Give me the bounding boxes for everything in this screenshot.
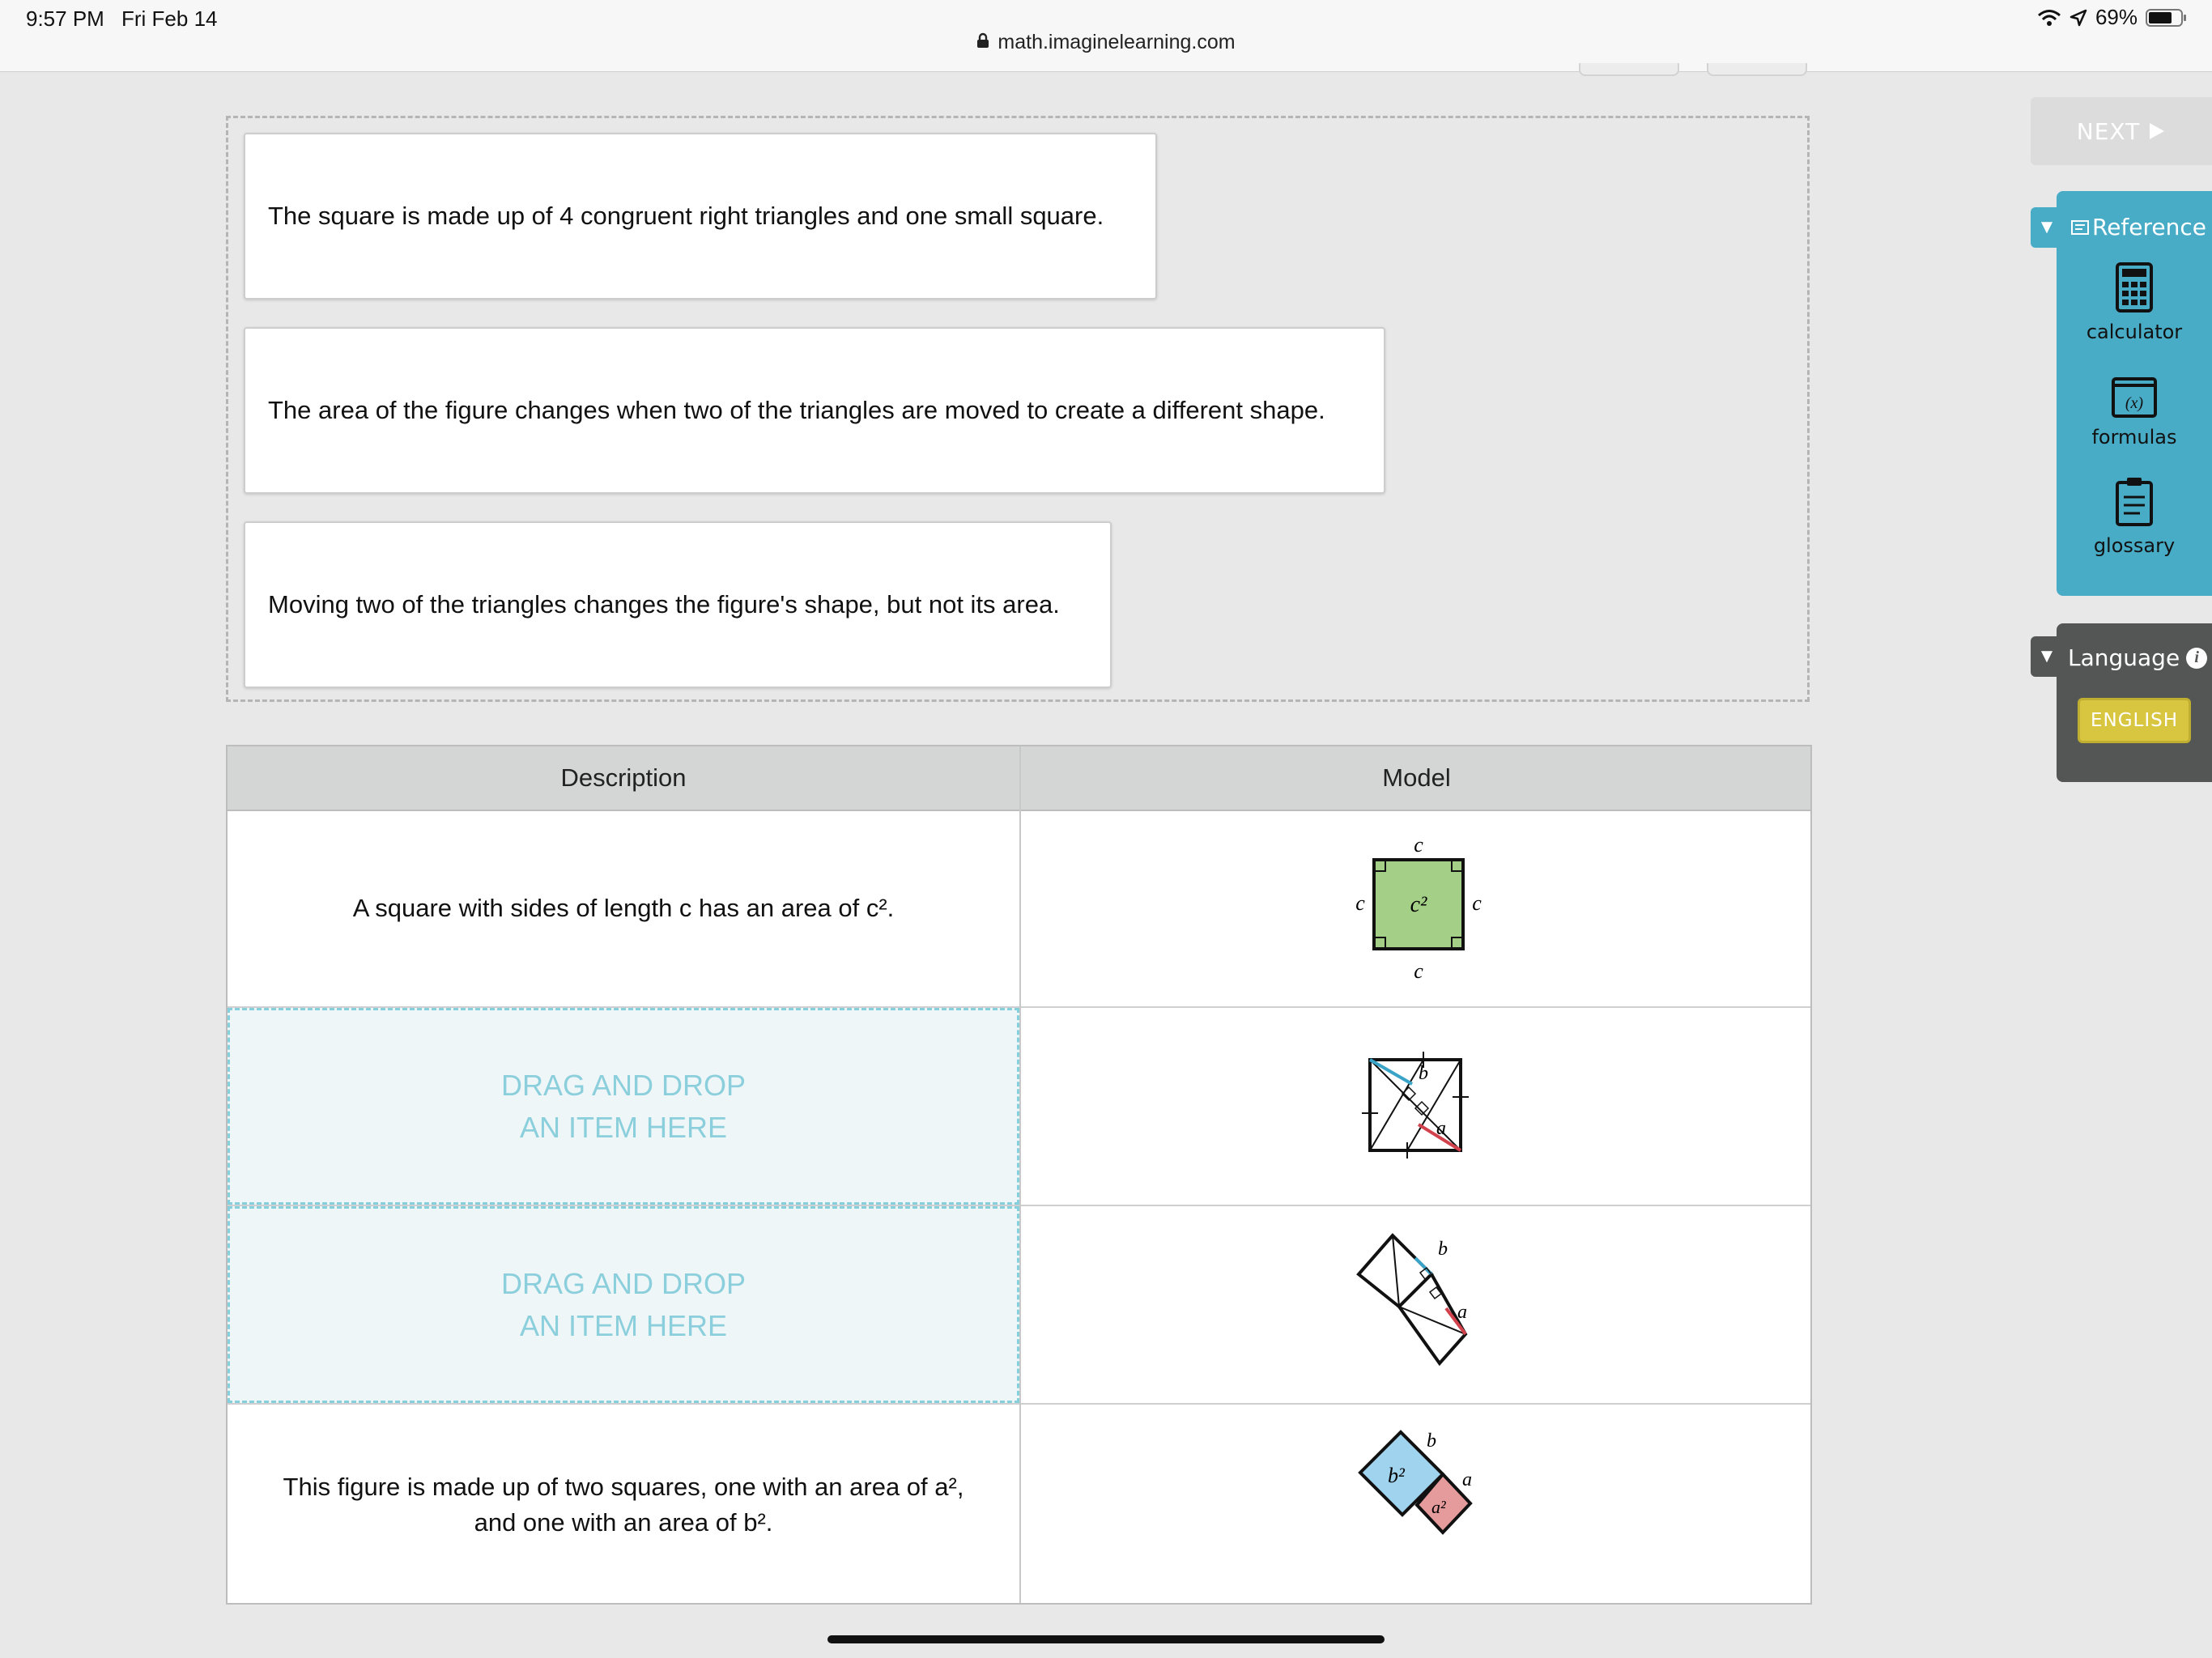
row-model — [1021, 1405, 1812, 1605]
english-language-button[interactable]: ENGLISH — [2078, 698, 2191, 743]
row-description: This figure is made up of two squares, one with an area of a², and one with an area of b². — [283, 1472, 964, 1537]
location-arrow-icon — [2069, 9, 2087, 27]
hidden-button-stub — [1579, 63, 1679, 76]
leg-label: a — [1436, 1117, 1446, 1139]
row-model — [1021, 810, 1812, 1006]
drop-zone[interactable]: DRAG AND DROP AN ITEM HERE — [228, 1206, 1019, 1403]
two-squares-model — [1336, 1416, 1498, 1594]
leg-label: a — [1461, 1469, 1472, 1490]
formulas-tool[interactable] — [2057, 377, 2212, 449]
side-label: c — [1471, 891, 1482, 915]
glossary-label: glossary — [2093, 534, 2176, 557]
battery-icon — [2146, 8, 2188, 28]
calculator-tool[interactable] — [2057, 262, 2212, 343]
formula-icon-text: (x) — [2125, 394, 2144, 412]
clipboard-icon — [2116, 476, 2153, 526]
draggable-answer-card[interactable]: The square is made up of 4 congruent right triangles and one small square. — [244, 133, 1157, 300]
row-model — [1021, 1008, 1812, 1205]
square-triangles-model — [1344, 1034, 1490, 1180]
hidden-button-stub — [1707, 63, 1807, 76]
rearranged-triangles-model — [1336, 1224, 1498, 1386]
calculator-label: calculator — [2086, 321, 2183, 343]
drop-zone[interactable]: DRAG AND DROP AN ITEM HERE — [228, 1008, 1019, 1205]
area-label: a² — [1431, 1496, 1446, 1517]
language-panel — [2057, 623, 2212, 782]
url-text: math.imaginelearning.com — [998, 31, 1236, 53]
lock-icon — [976, 31, 989, 54]
play-arrow-icon — [2148, 121, 2166, 141]
description-model-table — [226, 745, 1812, 1605]
next-button[interactable] — [2031, 97, 2212, 165]
info-icon[interactable]: i — [2186, 648, 2207, 669]
area-label: c² — [1410, 891, 1427, 917]
header-model: Model — [1382, 763, 1451, 792]
language-title: Language — [2068, 644, 2180, 671]
status-time: 9:57 PM — [26, 6, 104, 31]
side-label: c — [1413, 959, 1423, 983]
status-right — [2037, 5, 2188, 30]
leg-label: b — [1418, 1062, 1428, 1084]
triangle-down-icon: ▼ — [2037, 645, 2057, 667]
leg-label: a — [1457, 1301, 1467, 1323]
side-label: c — [1413, 832, 1423, 857]
home-indicator[interactable] — [827, 1635, 1385, 1643]
area-label: b² — [1387, 1463, 1405, 1487]
status-date: Fri Feb 14 — [121, 6, 218, 31]
row-description: A square with sides of length c has an area of c². — [352, 893, 895, 922]
header-description: Description — [560, 763, 687, 792]
draggable-answer-card[interactable]: The area of the figure changes when two of the triangles are moved to create a different shape. — [244, 327, 1385, 494]
reference-header — [2071, 214, 2206, 240]
draggable-answer-card[interactable]: Moving two of the triangles changes the figure's shape, but not its area. — [244, 521, 1112, 688]
calculator-icon — [2116, 262, 2153, 312]
column-divider — [1019, 746, 1021, 1603]
triangle-down-icon: ▼ — [2037, 216, 2057, 238]
row-model — [1021, 1206, 1812, 1403]
leg-label: b — [1426, 1430, 1436, 1452]
next-label: NEXT — [2076, 117, 2141, 145]
battery-percent: 69% — [2095, 5, 2138, 29]
side-label: c — [1355, 891, 1365, 915]
leg-label: b — [1437, 1238, 1448, 1260]
formulas-label: formulas — [2091, 426, 2177, 449]
reference-panel — [2057, 191, 2212, 596]
reference-title: Reference — [2092, 214, 2206, 240]
answer-bank — [226, 116, 1810, 702]
language-header — [2068, 644, 2207, 671]
square-c-model — [1336, 827, 1498, 989]
browser-top-bar — [0, 0, 2212, 72]
wifi-icon — [2037, 8, 2061, 28]
formulas-icon — [2112, 377, 2157, 418]
glossary-tool[interactable] — [2057, 476, 2212, 557]
reference-icon — [2071, 219, 2089, 236]
url-bar[interactable] — [0, 31, 2212, 54]
